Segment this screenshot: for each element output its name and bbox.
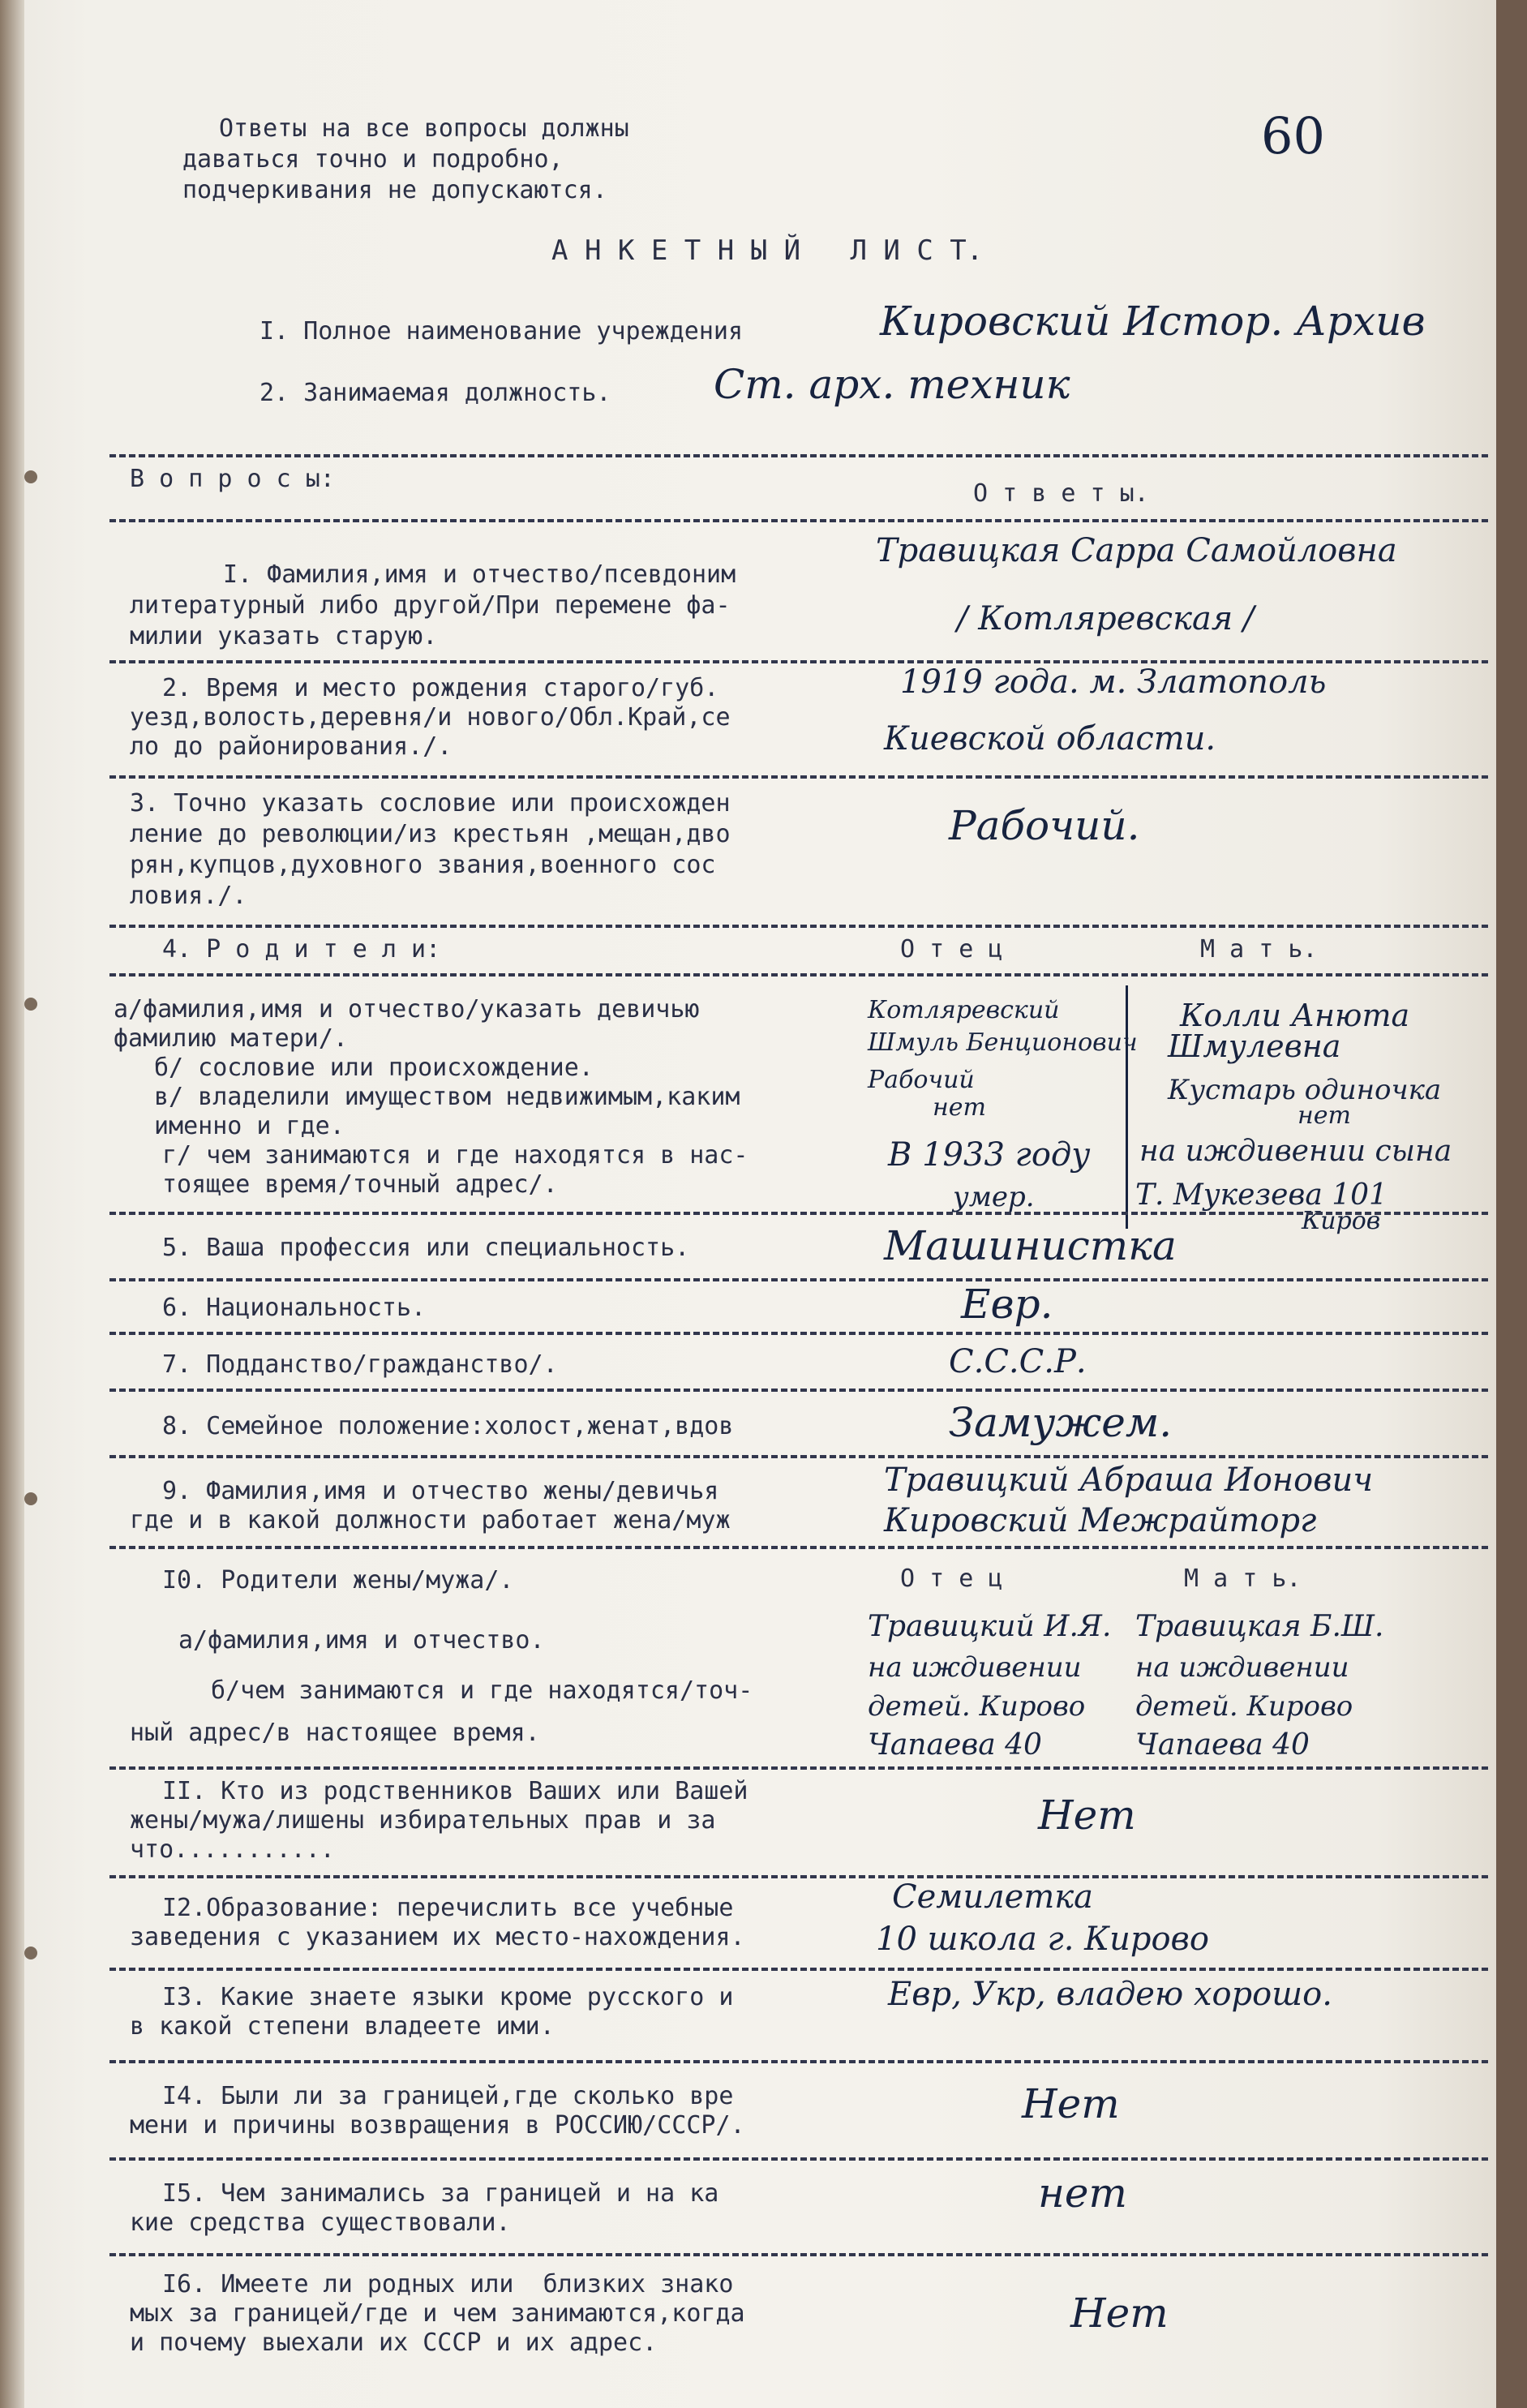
binder-hole bbox=[24, 1492, 37, 1505]
answer-text: Кустарь одиночка bbox=[1168, 1074, 1442, 1106]
answer-text: нет bbox=[1038, 2170, 1127, 2217]
father-header: О т е ц bbox=[900, 935, 1003, 964]
question-line: мени и причины возвращения в РОССИЮ/СССР/. bbox=[130, 2111, 745, 2140]
question-line: в какой степени владеете ими. bbox=[130, 2012, 555, 2041]
question-line: ление до революции/из крестьян ,мещан,дво bbox=[130, 820, 731, 848]
mother-header: М а т ь. bbox=[1200, 935, 1318, 964]
question-line: где и в какой должности работает жена/муж bbox=[130, 1506, 731, 1535]
answer-text: Шмуль Бенционович bbox=[868, 1028, 1138, 1057]
question-line: фамилию матери/. bbox=[114, 1024, 348, 1053]
answer-text: на иждивении bbox=[868, 1651, 1082, 1684]
question-line: мых за границей/где и чем занимаются,когда bbox=[130, 2299, 745, 2328]
question-line: I6. Имеете ли родных или близких знако bbox=[162, 2270, 734, 2299]
divider bbox=[109, 925, 1488, 928]
answer-text: Кировский Межрайторг bbox=[884, 1502, 1317, 1539]
notice-line: Ответы на все вопросы должны bbox=[219, 114, 629, 143]
divider bbox=[109, 1766, 1488, 1770]
answer-text: 1919 года. м. Златополь bbox=[900, 663, 1327, 701]
question-line: I2.Образование: перечислить все учебные bbox=[162, 1894, 734, 1922]
question-line: 4. Р о д и т е л и: bbox=[162, 935, 441, 964]
question-line: 6. Национальность. bbox=[162, 1294, 427, 1322]
binder-hole bbox=[24, 998, 37, 1011]
mother-header: М а т ь. bbox=[1184, 1565, 1302, 1593]
question-line: г/ чем занимаются и где находятся в нас- bbox=[162, 1141, 748, 1170]
question-line: б/ сословие или происхождение. bbox=[154, 1054, 594, 1082]
answer-text: Семилетка bbox=[892, 1878, 1094, 1916]
page-number: 60 bbox=[1261, 106, 1325, 165]
question-line: литературный либо другой/При перемене фа- bbox=[130, 591, 731, 620]
answer-text: Рабочий bbox=[868, 1066, 975, 1094]
answer-text: Травицкий И.Я. bbox=[868, 1610, 1112, 1643]
divider bbox=[109, 1278, 1488, 1281]
answer-text: Чапаева 40 bbox=[868, 1728, 1042, 1762]
question-line: I4. Были ли за границей,где сколько вре bbox=[162, 2082, 734, 2110]
answer-text: Рабочий. bbox=[949, 802, 1140, 849]
question-line: а/фамилия,имя и отчество. bbox=[178, 1626, 545, 1655]
answer-text: Травицкий Абраша Ионович bbox=[884, 1462, 1374, 1499]
binder-hole bbox=[24, 1947, 37, 1959]
answer-text: Травицкая Б.Ш. bbox=[1135, 1610, 1384, 1643]
question-line: II. Кто из родственников Ваших или Вашей bbox=[162, 1777, 748, 1805]
question-line: а/фамилия,имя и отчество/указать девичью bbox=[114, 995, 700, 1024]
binder-hole bbox=[24, 470, 37, 483]
question-line: 7. Подданство/гражданство/. bbox=[162, 1350, 558, 1379]
answer-text: Шмулевна bbox=[1168, 1028, 1341, 1064]
answer-text: Котляревский bbox=[868, 996, 1060, 1024]
answer-text: на иждивении bbox=[1135, 1651, 1349, 1684]
divider bbox=[109, 1968, 1488, 1971]
answer-text: Замужем. bbox=[949, 1399, 1173, 1446]
question-line: I0. Родители жены/мужа/. bbox=[162, 1566, 514, 1595]
question-line: именно и где. bbox=[154, 1112, 345, 1140]
position-label: 2. Занимаемая должность. bbox=[260, 379, 611, 407]
divider bbox=[109, 775, 1488, 779]
divider bbox=[109, 1332, 1488, 1335]
question-line: рян,купцов,духовного звания,военного сос bbox=[130, 851, 716, 879]
form-title: А Н К Е Т Н Ы Й Л И С Т. bbox=[551, 234, 984, 267]
divider bbox=[109, 519, 1488, 522]
answer-text: Евр, Укр, владею хорошо. bbox=[888, 1976, 1332, 2013]
question-line: ный адрес/в настоящее время. bbox=[130, 1719, 540, 1747]
answer-text: Нет bbox=[1070, 2290, 1169, 2337]
divider bbox=[109, 1389, 1488, 1392]
answers-header: О т в е т ы. bbox=[973, 479, 1149, 508]
question-line: в/ владелили имуществом недвижимым,каким bbox=[154, 1083, 740, 1111]
question-line: 2. Время и место рождения старого/губ. bbox=[162, 674, 719, 702]
answer-text: на иждивении сына bbox=[1139, 1135, 1452, 1168]
question-line: 3. Точно указать сословие или происхожден bbox=[130, 789, 731, 818]
answer-text: нет bbox=[1298, 1101, 1351, 1130]
answer-text: детей. Кирово bbox=[1135, 1690, 1353, 1723]
divider bbox=[109, 1546, 1488, 1549]
question-line: 9. Фамилия,имя и отчество жены/девичья bbox=[162, 1477, 719, 1505]
question-line: заведения с указанием их место-нахождения. bbox=[130, 1923, 745, 1951]
answer-text: Травицкая Сарра Самойловна bbox=[876, 532, 1397, 569]
questions-header: В о п р о с ы: bbox=[130, 465, 335, 493]
answer-text: В 1933 году bbox=[888, 1136, 1091, 1174]
question-line: I5. Чем занимались за границей и на ка bbox=[162, 2179, 719, 2208]
divider bbox=[109, 1455, 1488, 1458]
question-line: ло до районирования./. bbox=[130, 732, 453, 761]
answer-text: нет bbox=[933, 1093, 986, 1122]
divider bbox=[109, 2060, 1488, 2063]
notice-line: подчеркивания не допускаются. bbox=[182, 176, 607, 204]
question-line: милии указать старую. bbox=[130, 622, 438, 650]
question-line: I. Фамилия,имя и отчество/псевдоним bbox=[223, 560, 736, 589]
answer-text: Т. Мукезева 101 bbox=[1135, 1178, 1388, 1212]
binding-edge bbox=[0, 0, 24, 2408]
notice-line: даваться точно и подробно, bbox=[182, 145, 564, 174]
divider bbox=[109, 1875, 1488, 1878]
question-line: I3. Какие знаете языки кроме русского и bbox=[162, 1983, 734, 2011]
divider bbox=[109, 2253, 1488, 2256]
question-line: тоящее время/точный адрес/. bbox=[162, 1170, 558, 1199]
divider bbox=[109, 454, 1488, 457]
question-line: уезд,волость,деревня/и нового/Обл.Край,се bbox=[130, 703, 731, 732]
question-line: кие средства существовали. bbox=[130, 2208, 511, 2237]
answer-text: Колли Анюта bbox=[1180, 998, 1410, 1033]
answer-text: Чапаева 40 bbox=[1135, 1728, 1310, 1762]
divider bbox=[109, 1212, 1488, 1215]
question-line: 8. Семейное положение:холост,женат,вдов bbox=[162, 1412, 734, 1440]
position-answer: Ст. арх. техник bbox=[714, 361, 1070, 408]
question-line: б/чем занимаются и где находятся/точ- bbox=[211, 1676, 753, 1705]
answer-text: / Котляревская / bbox=[957, 600, 1255, 637]
answer-text: Киевской области. bbox=[884, 720, 1216, 758]
question-line: что........... bbox=[130, 1835, 335, 1864]
answer-text: Нет bbox=[1022, 2080, 1120, 2127]
answer-text: Киров bbox=[1302, 1207, 1381, 1235]
divider bbox=[109, 2157, 1488, 2161]
answer-text: Машинистка bbox=[884, 1222, 1177, 1269]
question-line: жены/мужа/лишены избирательных прав и за bbox=[130, 1806, 716, 1835]
answer-text: Евр. bbox=[961, 1281, 1053, 1328]
institution-answer: Кировский Истор. Архив bbox=[880, 298, 1426, 345]
question-line: 5. Ваша профессия или специальность. bbox=[162, 1234, 690, 1262]
divider bbox=[109, 973, 1488, 977]
father-header: О т е ц bbox=[900, 1565, 1003, 1593]
institution-label: I. Полное наименование учреждения bbox=[260, 317, 744, 346]
answer-text: 10 школа г. Кирово bbox=[876, 1921, 1209, 1958]
answer-text: умер. bbox=[953, 1181, 1035, 1213]
answer-text: детей. Кирово bbox=[868, 1690, 1086, 1723]
answer-text: С.С.С.Р. bbox=[949, 1343, 1087, 1380]
question-line: ловия./. bbox=[130, 882, 247, 910]
answer-text: Нет bbox=[1038, 1792, 1136, 1839]
question-line: и почему выехали их СССР и их адрес. bbox=[130, 2329, 658, 2357]
